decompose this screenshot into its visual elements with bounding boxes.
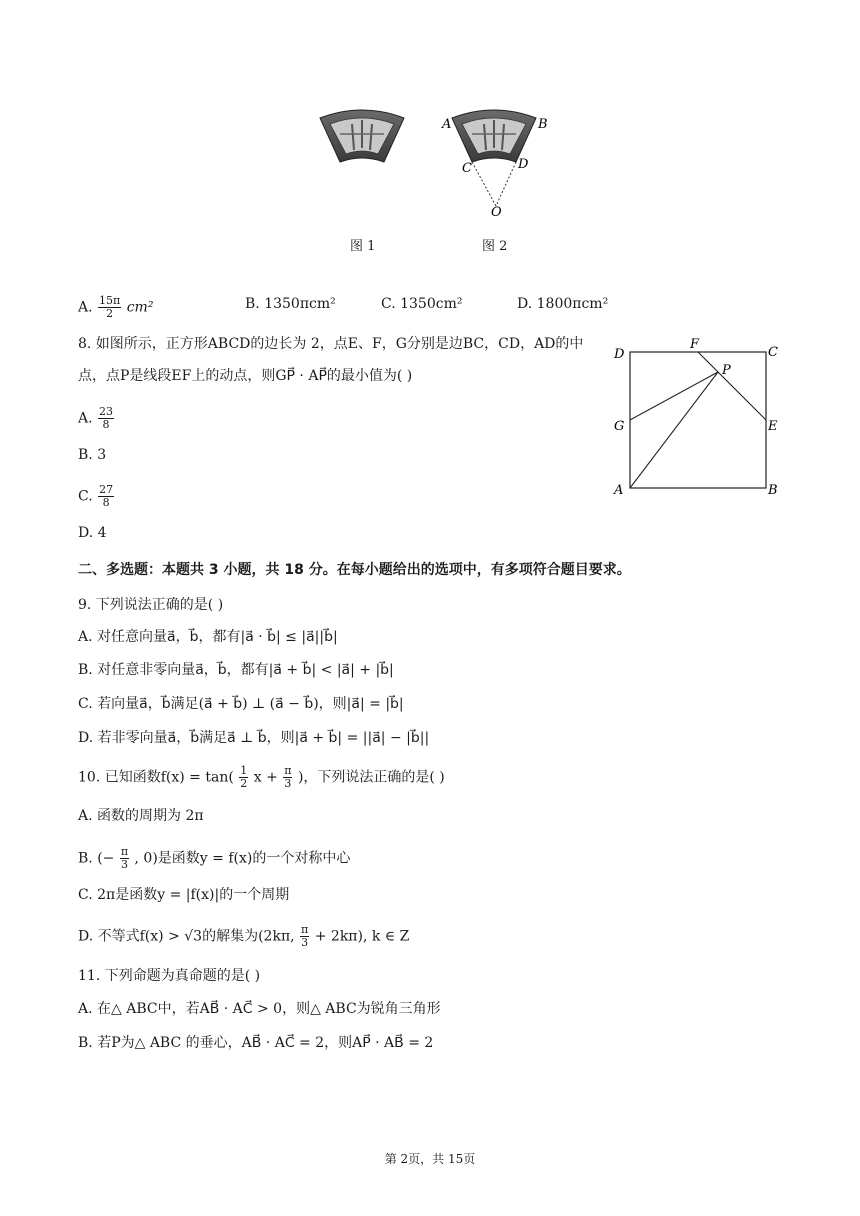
fig1-caption: 图 1 xyxy=(350,239,376,254)
q11-option-b: B. 若P为△ ABC 的垂心，AB⃗ · AC⃗ = 2，则AP⃗ · AB⃗ = 2 xyxy=(78,1035,434,1051)
q8-stem-line1: 8. 如图所示，正方形ABCD的边长为 2，点E、F，G分别是边BC，CD，AD的中 xyxy=(78,336,584,352)
q8-a-prefix: A. xyxy=(78,410,93,427)
q8-a-den: 8 xyxy=(102,418,110,431)
q10-stem-pre: 10. 已知函数f(x) = tan( xyxy=(78,769,234,786)
q10-half-num: 1 xyxy=(240,764,248,777)
q10-b-den: 3 xyxy=(120,858,128,871)
q9-option-c: C. 若向量a⃗，b⃗满足(a⃗ + b⃗) ⊥ (a⃗ − b⃗)，则|a⃗| = |b⃗| xyxy=(78,696,404,712)
sq-label-g: G xyxy=(614,419,625,434)
q10-b-post: , 0)是函数y = f(x)的一个对称中心 xyxy=(134,850,351,867)
q7-a-fraction xyxy=(98,295,121,320)
q8-stem-line2: 点，点P是线段EF上的动点，则GP⃗ · AP⃗的最小值为( ) xyxy=(78,368,413,384)
q10-option-c: C. 2π是函数y = |f(x)|的一个周期 xyxy=(78,887,290,903)
q8-c-fraction xyxy=(98,484,114,509)
square-abcd xyxy=(630,352,766,488)
q8-a-num: 23 xyxy=(99,405,114,418)
q10-d-pre: D. 不等式f(x) > √3的解集为(2kπ, xyxy=(78,928,295,945)
q10-b-num: π xyxy=(120,845,129,858)
q8-c-den: 8 xyxy=(102,496,110,509)
fig2-label-d: D xyxy=(518,157,529,172)
q11-stem: 11. 下列命题为真命题的是( ) xyxy=(78,968,261,984)
q7-a-unit: cm² xyxy=(126,299,154,316)
sq-label-e: E xyxy=(768,419,778,434)
q10-option-b xyxy=(78,846,350,871)
q10-b-pre: B. (− xyxy=(78,850,115,867)
q10-stem-post: )，下列说法正确的是( ) xyxy=(297,769,445,786)
q8-option-a xyxy=(78,406,115,431)
q8-option-c xyxy=(78,484,115,509)
segment-gp xyxy=(630,372,718,420)
fig2-label-c: C xyxy=(462,161,472,176)
square-diagram xyxy=(608,338,788,500)
sq-label-d: D xyxy=(614,347,625,362)
section2-title: 二、多选题：本题共 3 小题，共 18 分。在每小题给出的选项中，有多项符合题目要求。 xyxy=(78,562,631,578)
q8-option-d: D. 4 xyxy=(78,525,107,541)
fig2-caption: 图 2 xyxy=(482,239,508,254)
q10-stem xyxy=(78,765,445,790)
sq-label-f: F xyxy=(690,338,700,352)
q7-a-num: 15π xyxy=(99,294,121,307)
sq-label-p: P xyxy=(722,363,731,378)
q8-c-prefix: C. xyxy=(78,488,93,505)
q10-d-den: 3 xyxy=(301,936,309,949)
q10-d-fraction xyxy=(300,924,309,949)
q7-a-den: 2 xyxy=(106,307,114,320)
q10-d-num: π xyxy=(301,923,309,936)
q8-c-num: 27 xyxy=(99,483,114,496)
segment-fe xyxy=(698,352,766,420)
q9-option-a: A. 对任意向量a⃗，b⃗，都有|a⃗ · b⃗| ≤ |a⃗||b⃗| xyxy=(78,629,338,645)
fig2-label-o: O xyxy=(491,205,502,220)
q10-d-post: + 2kπ), k ∈ Z xyxy=(314,928,410,945)
q7-option-c: C. 1350cm² xyxy=(381,296,463,312)
q11-option-a: A. 在△ ABC中，若AB⃗ · AC⃗ > 0，则△ ABC为锐角三角形 xyxy=(78,1001,441,1017)
segment-ap xyxy=(630,372,718,488)
q9-option-b: B. 对任意非零向量a⃗，b⃗，都有|a⃗ + b⃗| < |a⃗| + |b⃗| xyxy=(78,662,394,678)
q7-option-a xyxy=(78,295,153,320)
fan-photo-1 xyxy=(320,110,404,162)
sq-label-a: A xyxy=(614,483,624,498)
q7-option-b: B. 1350πcm² xyxy=(245,296,336,312)
page-footer: 第 2页，共 15页 xyxy=(384,1152,476,1166)
q10-pi3-num: π xyxy=(284,764,292,777)
q10-option-d xyxy=(78,924,409,949)
sq-label-b: B xyxy=(768,483,778,498)
sq-label-c: C xyxy=(768,345,778,360)
q10-stem-mid: x + xyxy=(253,769,278,786)
q9-option-d: D. 若非零向量a⃗，b⃗满足a⃗ ⊥ b⃗，则|a⃗ + b⃗| = ||a⃗| − |b⃗|| xyxy=(78,730,430,746)
q10-half-fraction xyxy=(239,765,248,790)
q9-stem: 9. 下列说法正确的是( ) xyxy=(78,597,224,613)
fig2-label-a: A xyxy=(442,117,452,132)
q7-option-d: D. 1800πcm² xyxy=(517,296,609,312)
q10-option-a: A. 函数的周期为 2π xyxy=(78,808,204,824)
q8-option-b: B. 3 xyxy=(78,447,107,463)
fig2-label-b: B xyxy=(538,117,548,132)
q10-pi3-den: 3 xyxy=(284,777,292,790)
q8-a-fraction xyxy=(98,406,114,431)
fan-figures xyxy=(300,100,580,260)
q10-pi3-fraction xyxy=(283,765,292,790)
q10-half-den: 2 xyxy=(240,777,248,790)
q7-a-prefix: A. xyxy=(78,299,93,316)
q10-b-fraction xyxy=(120,846,129,871)
